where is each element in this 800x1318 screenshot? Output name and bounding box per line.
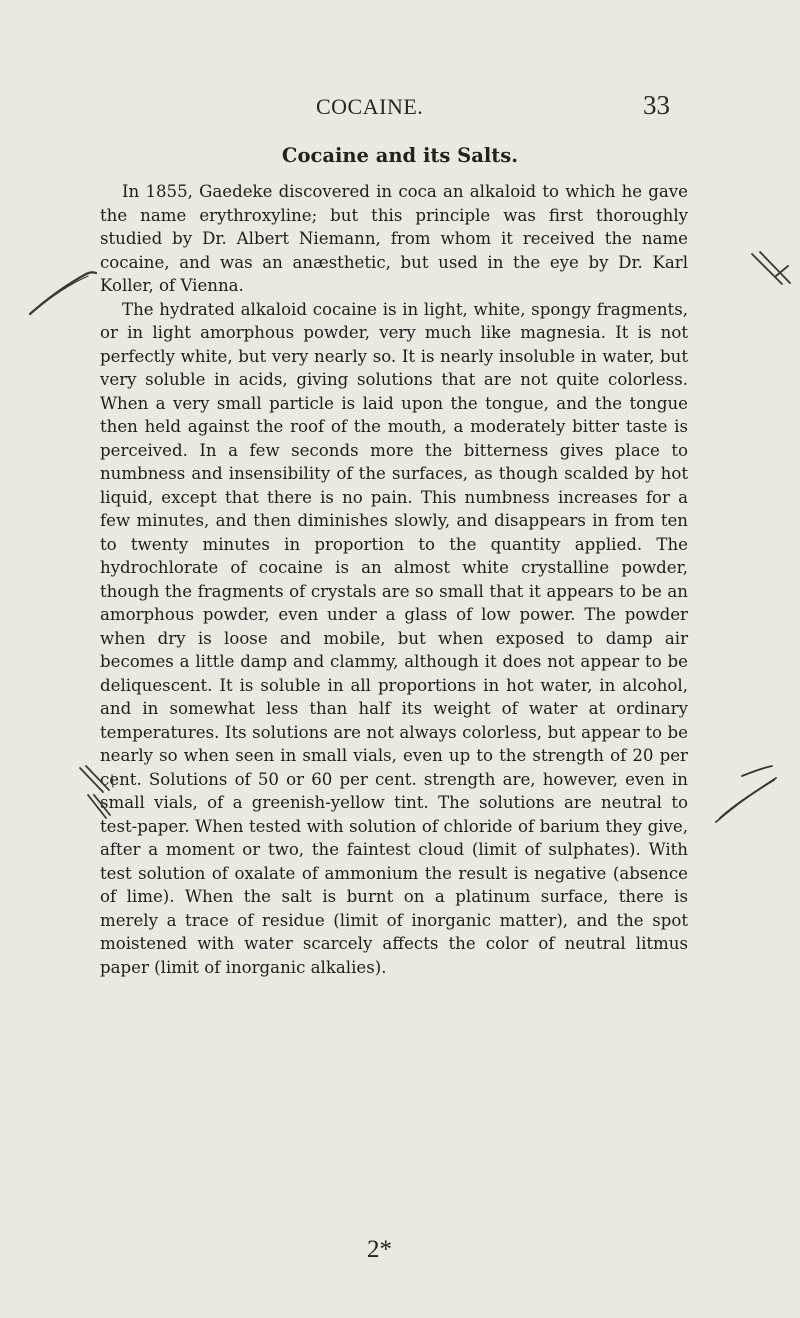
running-title: COCAINE. bbox=[316, 94, 424, 119]
page-number: 33 bbox=[643, 90, 670, 120]
paragraph-properties: The hydrated alkaloid cocaine is in light, white, spongy fragments, or in light amorphous powder, very much like magnesia. It is not perfectly white, but very nearly so. It is nearly insoluble in water, but very soluble in acids, giving solutions that are not quite colorless. When a very small particle is laid upon the tongue, and the tongue then held against the roof of the mouth, a moderately bitter taste is perceived. In a few seconds more the bitterness gives place to numbness and insensibility of the surfaces, as though scalded by hot liquid, except that there is no pain. This numbness increases for a few minutes, and then diminishes slowly, and disappears in from ten to twenty minutes in proportion to the quantity applied. The hydrochlorate of cocaine is an almost white crystalline powder, though the fragments of crystals are so small that it appears to be an amorphous powder, even under a glass of low power. The powder when dry is loose and mobile, but when exposed to damp air becomes a little damp and clammy, although it does not appear to be deliquescent. It is soluble in all proportions in hot water, in alcohol, and in somewhat less than half its weight of water at ordinary temperatures. Its solutions are not always colorless, but appear to be nearly so when seen in small vials, even up to the strength of 20 per cent. Solutions of 50 or 60 per cent. strength are, however, even in small vials, of a greenish-yellow tint. The solutions are neutral to test-paper. When tested with solution of chloride of barium they give, after a moment or two, the faintest cloud (limit of sulphates). With test solution of oxalate of ammonium the result is negative (absence of lime). When the salt is burnt on a platinum surface, there is merely a trace of residue (limit of inorganic matter), and the spot moistened with water scarcely affects the color of neutral litmus paper (limit of inorganic alkalies). bbox=[100, 299, 688, 977]
body-text bbox=[100, 180, 688, 979]
pencil-mark-left-upper-2 bbox=[34, 276, 88, 311]
section-heading: Cocaine and its Salts. bbox=[281, 144, 519, 167]
signature-mark: 2* bbox=[367, 1236, 392, 1263]
pencil-mark-left-upper bbox=[30, 272, 96, 314]
paragraph-history: In 1855, Gaedeke discovered in coca an alkaloid to which he gave the name erythroxyline; but this principle was first thoroughly studied by Dr. Albert Niemann, from whom it received the name cocaine, and was an anæsthetic, but used in the eye by Dr. Karl Koller, of Vienna. bbox=[100, 182, 688, 295]
running-head bbox=[0, 90, 800, 124]
pencil-mark-right-upper bbox=[752, 252, 790, 284]
pencil-mark-right-lower bbox=[716, 766, 776, 822]
